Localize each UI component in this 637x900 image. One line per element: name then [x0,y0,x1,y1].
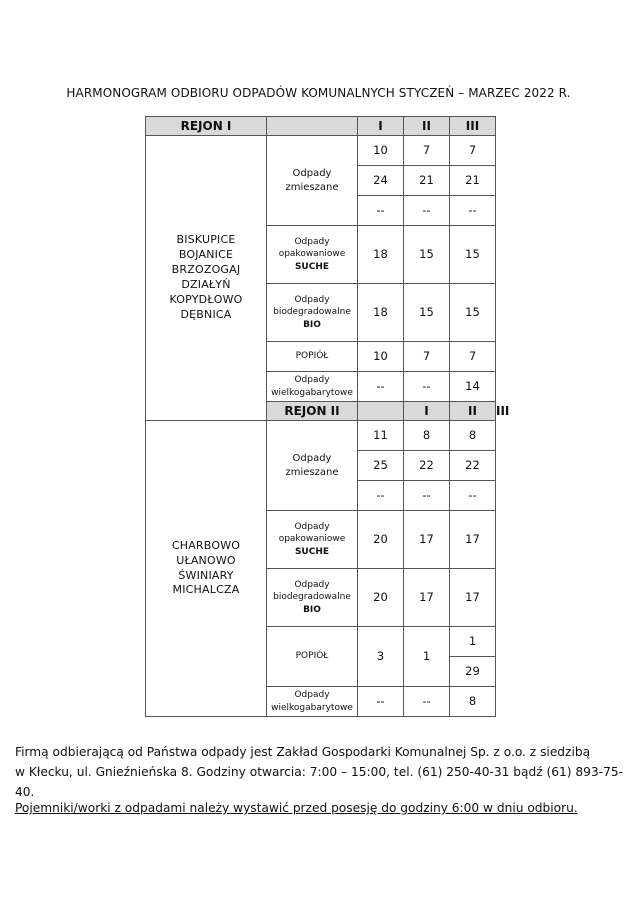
waste-type-label: Odpady [292,453,332,464]
month-header: II [450,402,496,421]
company-info-line: Firmą odbierającą od Państwa odpady jest Zakład Gospodarki Komunalnej Sp. z o.o. z siedzibą [15,745,591,759]
waste-type-label: Odpady [294,690,330,701]
waste-type-label: BIO [303,319,321,330]
waste-type-dry [267,226,358,284]
waste-type-bio [267,569,358,627]
waste-type-bio [267,284,358,342]
date-cell: 3 [358,627,404,687]
date-cell: 18 [358,226,404,284]
waste-type-label: Odpady [294,522,330,533]
village-name: UŁANOWO [176,553,236,567]
waste-type-mixed [267,136,358,226]
date-cell: 15 [404,284,450,342]
month-header: I [404,402,450,421]
month-header: III [450,117,496,136]
region-header-row [146,117,496,136]
date-cell: 8 [450,687,496,717]
date-cell: 22 [450,451,496,481]
date-cell: -- [358,196,404,226]
region-label: REJON I [146,117,267,136]
date-cell: 8 [404,421,450,451]
date-cell: 17 [450,511,496,569]
date-cell: 7 [450,342,496,372]
date-cell: -- [404,687,450,717]
village-name: DĘBNICA [180,307,232,321]
date-cell: 25 [358,451,404,481]
waste-type-label: wielkogabarytowe [271,702,353,713]
date-cell: -- [404,481,450,511]
date-cell: 20 [358,511,404,569]
waste-type-label: SUCHE [294,261,330,272]
month-header: II [404,117,450,136]
waste-type-ash: POPIÓŁ [267,342,358,372]
date-cell: -- [358,687,404,717]
village-name: DZIAŁYŃ [181,278,231,291]
placement-notice: Pojemniki/worki z odpadami należy wystawić przed posesję do godziny 6:00 w dniu odbioru. [15,801,578,815]
date-cell: -- [358,372,404,402]
region-label: REJON II [267,402,358,421]
company-info-line: w Kłecku, ul. Gnieźnieńska 8. Godziny otwarcia: 7:00 – 15:00, tel. (61) 250-40-31 bądź (61) 893-75-40. [15,765,623,800]
table-row [146,421,496,451]
date-cell: 17 [404,569,450,627]
waste-type-mixed [267,421,358,511]
waste-type-label: opakowaniowe [278,534,346,545]
date-cell: 1 [450,627,496,657]
date-cell: 14 [450,372,496,402]
waste-type-label: biodegradowalne [273,307,351,318]
date-cell: 10 [358,136,404,166]
village-name: ŚWINIARY [178,568,234,582]
waste-type-label: Odpady [294,375,330,386]
date-cell: -- [358,481,404,511]
date-cell: 15 [450,284,496,342]
date-cell: 18 [358,284,404,342]
date-cell: 7 [404,136,450,166]
collection-schedule-table [145,116,510,717]
date-cell: 29 [450,657,496,687]
date-cell: -- [404,196,450,226]
waste-type-label: Odpady [294,295,330,306]
waste-type-label: BIO [303,604,321,615]
waste-type-label: SUCHE [294,546,330,557]
date-cell: 21 [450,166,496,196]
table-row [146,136,496,166]
waste-type-dry [267,511,358,569]
village-name: BOJANICE [178,248,234,262]
waste-type-label: zmieszane [285,466,339,478]
village-name: BRZOZOGAJ [171,263,241,277]
month-header: I [358,117,404,136]
waste-type-label: Odpady [294,580,330,591]
waste-type-label: zmieszane [285,181,339,193]
region-header-row: REJON II I II III [146,402,496,421]
page-title: HARMONOGRAM ODBIORU ODPADÓW KOMUNALNYCH STYCZEŃ – MARZEC 2022 R. [66,86,571,100]
header-empty-cell [267,117,358,136]
waste-type-bulky [267,372,358,402]
villages-cell [146,136,267,421]
date-cell: 20 [358,569,404,627]
date-cell: 22 [404,451,450,481]
waste-type-ash: POPIÓŁ [267,627,358,687]
waste-type-label: Odpady [294,237,330,248]
date-cell: -- [404,372,450,402]
village-name: MICHALCZA [172,583,240,597]
date-cell: 10 [358,342,404,372]
date-cell: 11 [358,421,404,451]
date-cell: 1 [404,627,450,687]
waste-type-label: biodegradowalne [273,592,351,603]
village-name: CHARBOWO [171,538,241,552]
date-cell: 24 [358,166,404,196]
date-cell: 15 [404,226,450,284]
date-cell: 15 [450,226,496,284]
header-empty-cell [358,402,404,421]
date-cell: 8 [450,421,496,451]
waste-type-label: opakowaniowe [278,249,346,260]
village-name: KOPYDŁOWO [169,292,243,306]
date-cell: -- [450,196,496,226]
company-info [15,742,623,802]
date-cell: 7 [404,342,450,372]
villages-cell [146,421,267,717]
waste-type-bulky [267,687,358,717]
waste-type-label: Odpady [292,168,332,179]
date-cell: 17 [450,569,496,627]
date-cell: -- [450,481,496,511]
waste-type-label: wielkogabarytowe [271,387,353,398]
date-cell: 7 [450,136,496,166]
date-cell: 17 [404,511,450,569]
village-name: BISKUPICE [176,233,236,247]
date-cell: 21 [404,166,450,196]
